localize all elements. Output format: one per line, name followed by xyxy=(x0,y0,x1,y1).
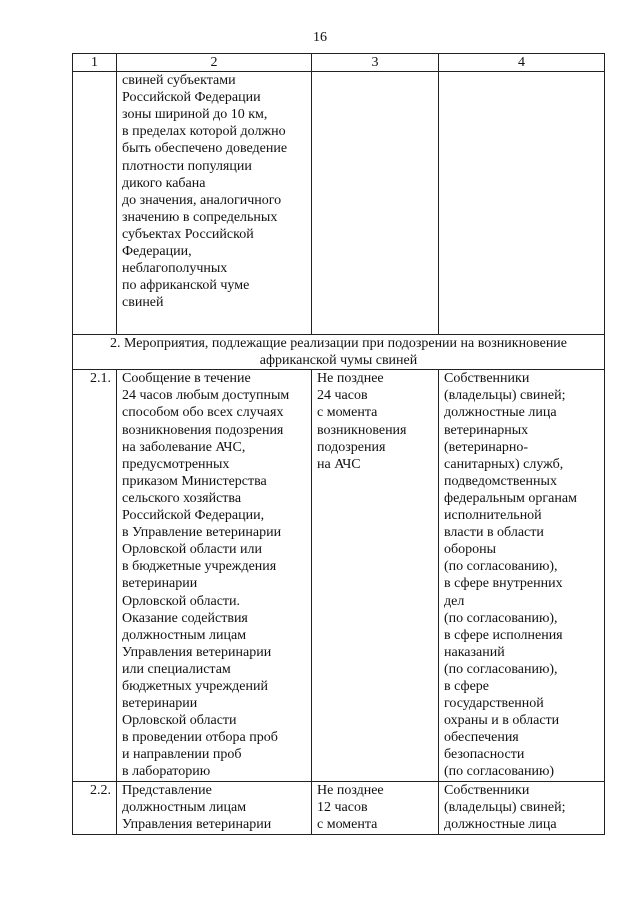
section-heading-row xyxy=(73,335,605,370)
text-line: Представление xyxy=(122,782,212,798)
text-line: африканской чумы свиней xyxy=(259,353,418,369)
table-row-2-1 xyxy=(73,370,605,781)
text-line: 2. Мероприятия, подлежащие реализации при подозрении на возникновение xyxy=(109,336,568,352)
text-line: обеспечения xyxy=(444,730,519,746)
text-line: 24 часов xyxy=(317,388,368,404)
text-line: Управления ветеринарии xyxy=(122,816,272,832)
text-line: Не позднее xyxy=(317,782,384,798)
text-line: (ветеринарно- xyxy=(444,439,529,455)
text-line: быть обеспечено доведение xyxy=(122,141,288,157)
text-line: до значения, аналогичного xyxy=(122,192,282,208)
text-line: способом обо всех случаях xyxy=(122,405,284,421)
header-col-1: 1 xyxy=(73,54,117,72)
text-line: Оказание содействия xyxy=(122,610,248,626)
text-line: Орловской области. xyxy=(122,593,241,609)
text-line: в пределах которой должно xyxy=(122,124,286,140)
text-line: с момента xyxy=(317,816,378,832)
text-line: бюджетных учреждений xyxy=(122,678,268,694)
text-line: Федерации, xyxy=(122,244,192,260)
text-line: Собственники xyxy=(444,782,530,798)
cell-responsible xyxy=(439,781,605,834)
text-line: ветеринарии xyxy=(122,576,198,592)
text-line: охраны и в области xyxy=(444,713,560,729)
text-line: или специалистам xyxy=(122,661,231,677)
text-line: должностные лица xyxy=(444,405,557,421)
text-line: 12 часов xyxy=(317,799,368,815)
text-line: зоны шириной до 10 км, xyxy=(122,107,268,123)
text-line: Орловской области xyxy=(122,713,237,729)
text-line: в Управление ветеринарии xyxy=(122,525,282,541)
text-line: исполнительной xyxy=(444,508,542,524)
text-line: безопасности xyxy=(444,747,525,763)
table-row-continuation xyxy=(73,72,605,335)
cell-deadline xyxy=(312,370,439,781)
text-line: неблагополучных xyxy=(122,261,228,277)
text-line: свиней субъектами xyxy=(122,73,236,89)
text-line: предусмотренных xyxy=(122,456,230,472)
text-line: Российской Федерации, xyxy=(122,508,265,524)
text-line: Не позднее xyxy=(317,371,384,387)
text-line: 24 часов любым доступным xyxy=(122,388,290,404)
text-line: должностным лицам xyxy=(122,799,247,815)
text-line: наказаний xyxy=(444,644,505,660)
text-line: и направлении проб xyxy=(122,747,242,763)
header-col-3: 3 xyxy=(312,54,439,72)
header-col-4: 4 xyxy=(439,54,605,72)
text-line: подозрения xyxy=(317,439,386,455)
text-line: возникновения xyxy=(317,422,407,438)
text-line: должностным лицам xyxy=(122,627,247,643)
text-line: свиней xyxy=(122,295,164,311)
text-line: (владельцы) свиней; xyxy=(444,799,566,815)
text-line: Собственники xyxy=(444,371,530,387)
text-line: ветеринарии xyxy=(122,696,198,712)
text-line: сельского хозяйства xyxy=(122,490,242,506)
text-line: в проведении отбора проб xyxy=(122,730,278,746)
text-line: Российской Федерации xyxy=(122,90,261,106)
text-line: власти в области xyxy=(444,525,544,541)
text-line: (по согласованию), xyxy=(444,559,558,575)
page-number: 16 xyxy=(313,30,327,45)
text-line: должностные лица xyxy=(444,816,557,832)
text-line: в сфере xyxy=(444,678,489,694)
text-line: (по согласованию) xyxy=(444,764,555,780)
text-line: государственной xyxy=(444,696,544,712)
text-line: плотности популяции xyxy=(122,158,252,174)
cell-number xyxy=(73,72,117,335)
text-line: федеральным органам xyxy=(444,490,577,506)
cell-responsible xyxy=(439,72,605,335)
text-line: санитарных) служб, xyxy=(444,456,564,472)
cell-measure xyxy=(117,781,312,834)
text-line: значению в сопредельных xyxy=(122,209,278,225)
header-col-2: 2 xyxy=(117,54,312,72)
text-line: Сообщение в течение xyxy=(122,371,251,387)
section-2-heading xyxy=(73,335,605,370)
row-number: 2.2. xyxy=(73,781,117,834)
text-line: на заболевание АЧС, xyxy=(122,439,246,455)
text-line: в сфере исполнения xyxy=(444,627,563,643)
text-line: обороны xyxy=(444,542,497,558)
text-line: в бюджетные учреждения xyxy=(122,559,277,575)
text-line: (по согласованию), xyxy=(444,610,558,626)
text-line: Орловской области или xyxy=(122,542,263,558)
text-line: дел xyxy=(444,593,465,609)
table-header-row xyxy=(73,54,605,72)
measures-table xyxy=(72,53,605,835)
cell-measure xyxy=(117,72,312,335)
cell-responsible xyxy=(439,370,605,781)
text-line: субъектах Российской xyxy=(122,226,254,242)
text-line: ветеринарных xyxy=(444,422,529,438)
cell-deadline xyxy=(312,72,439,335)
cell-measure xyxy=(117,370,312,781)
text-line: возникновения подозрения xyxy=(122,422,284,438)
text-line: подведомственных xyxy=(444,473,557,489)
text-line: в лабораторию xyxy=(122,764,211,780)
text-line: на АЧС xyxy=(317,456,361,472)
text-line: с момента xyxy=(317,405,378,421)
text-line: приказом Министерства xyxy=(122,473,267,489)
text-line: в сфере внутренних xyxy=(444,576,563,592)
text-line: Управления ветеринарии xyxy=(122,644,272,660)
cell-deadline xyxy=(312,781,439,834)
text-line: (по согласованию), xyxy=(444,661,558,677)
table-row-2-2 xyxy=(73,781,605,834)
text-line: дикого кабана xyxy=(122,175,206,191)
text-line: по африканской чуме xyxy=(122,278,250,294)
row-number: 2.1. xyxy=(73,370,117,781)
text-line: (владельцы) свиней; xyxy=(444,388,566,404)
